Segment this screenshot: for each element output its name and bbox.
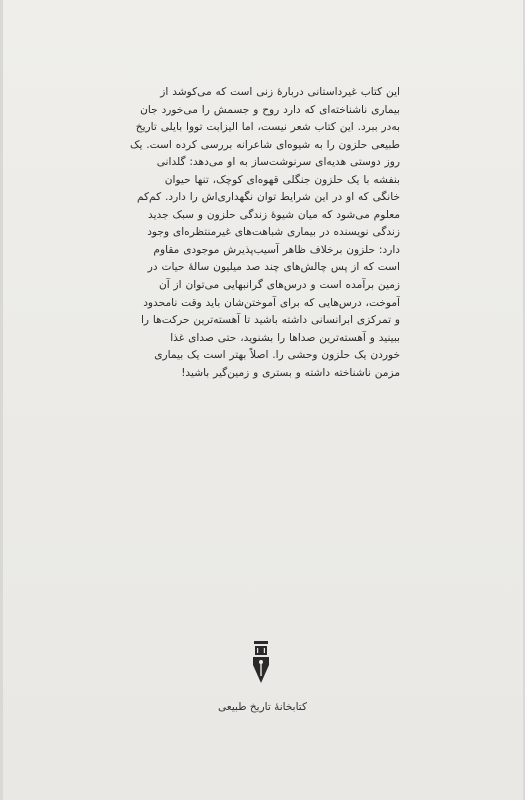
- blurb-line: آموخت، درس‌هایی که برای آموختن‌شان باید وقت نامحدود: [143, 296, 400, 309]
- blurb-line: و تمرکزی ابرانسانی داشته باشید تا آهسته‌ترین حرکت‌ها را: [140, 314, 400, 327]
- page-edge-left: [0, 0, 3, 800]
- blurb-line: زندگی نویسنده در بیماری شباهت‌های غیرمنتظره‌ای وجود: [147, 226, 400, 239]
- blurb-line: بنفشه با یک حلزون جنگلی قهوه‌ای کوچک، تنها حیوان: [164, 173, 400, 186]
- pen-nib-icon: [251, 641, 271, 685]
- blurb-line: بیماری ناشناخته‌ای که دارد روح و جسمش را می‌خورد جان: [140, 103, 400, 116]
- blurb-line: خانگی که او در این شرایط توان نگهداری‌اش را دارد. کم‌کم: [136, 191, 400, 204]
- blurb-line: مزمن ناشناخته داشته و بستری و زمین‌گیر باشید!: [181, 366, 400, 379]
- series-name: کتابخانهٔ تاریخ طبیعی: [218, 701, 307, 713]
- blurb-line: روز دوستی هدیه‌ای سرنوشت‌ساز به او می‌دهد: گلدانی: [156, 156, 400, 169]
- blurb-line: این کتاب غیرداستانی دربارهٔ زنی است که می‌کوشد از: [160, 86, 400, 98]
- blurb-line: طبیعی حلزون را به شیوه‌ای شاعرانه بررسی کرده است. یک: [129, 138, 400, 151]
- blurb-line: دارد: حلزون برخلاف ظاهر آسیب‌پذیرش موجودی مقاوم: [153, 243, 400, 256]
- blurb-line: خوردن یک حلزون وحشی را. اصلاً بهتر است یک بیماری: [154, 349, 400, 362]
- blurb-line: زمین برآمده است و درس‌های گرانبهایی می‌توان از آن: [158, 279, 400, 292]
- blurb-line: به‌در ببرد. این کتاب شعر نیست، اما الیزابت تووا بایلی تاریخ: [135, 121, 400, 134]
- blurb-line: است که از پس چالش‌های چند صد میلیون سالهٔ حیات در: [147, 261, 400, 274]
- back-cover-blurb: [128, 84, 400, 382]
- blurb-line: معلوم می‌شود که میان شیوهٔ زندگی حلزون و سبک جدید: [148, 208, 400, 221]
- blurb-line: ببینید و آهسته‌ترین صداها را بشنوید، حتی صدای غذا: [170, 331, 400, 344]
